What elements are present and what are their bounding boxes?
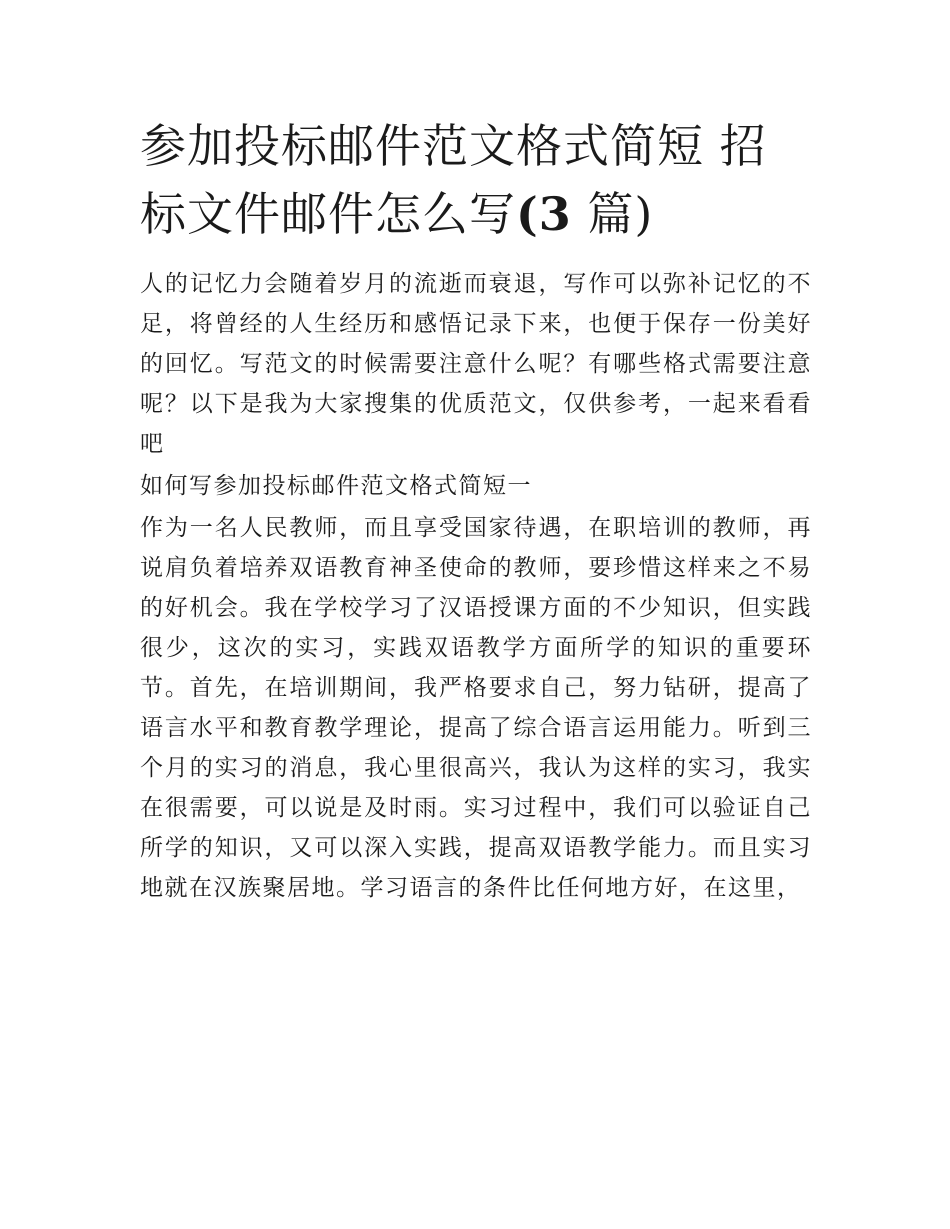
- title-count: (3: [516, 187, 572, 241]
- body-paragraph: 作为一名人民教师，而且享受国家待遇，在职培训的教师，再说肩负着培养双语教育神圣使命的教师，要珍惜这样来之不易的好机会。我在学校学习了汉语授课方面的不少知识，但实践很少，这次的实习，实践双语教学方面所学的知识的重要环节。首先，在培训期间，我严格要求自己，努力钻研，提高了语言水平和教育教学理论，提高了综合语言运用能力。听到三个月的实习的消息，我心里很高兴，我认为这样的实习，我实在很需要，可以说是及时雨。实习过程中，我们可以验证自己所学的知识，又可以深入实践，提高双语教学能力。而且实习地就在汉族聚居地。学习语言的条件比任何地方好，在这里，: [140, 515, 812, 901]
- title-suffix: 篇): [571, 187, 654, 241]
- title-text: 参加投标邮件范文格式简短 招标文件邮件怎么写: [140, 119, 767, 241]
- intro-paragraph: 人的记忆力会随着岁月的流逝而衰退，写作可以弥补记忆的不足，将曾经的人生经历和感悟记录下来，也便于保存一份美好的回忆。写范文的时候需要注意什么呢？有哪些格式需要注意呢？以下是我为大家搜集的优质范文，仅供参考，一起来看看吧: [140, 271, 812, 457]
- document-title: [140, 112, 812, 248]
- document-content: [140, 112, 812, 908]
- section-heading: 如何写参加投标邮件范文格式简短一: [140, 473, 532, 499]
